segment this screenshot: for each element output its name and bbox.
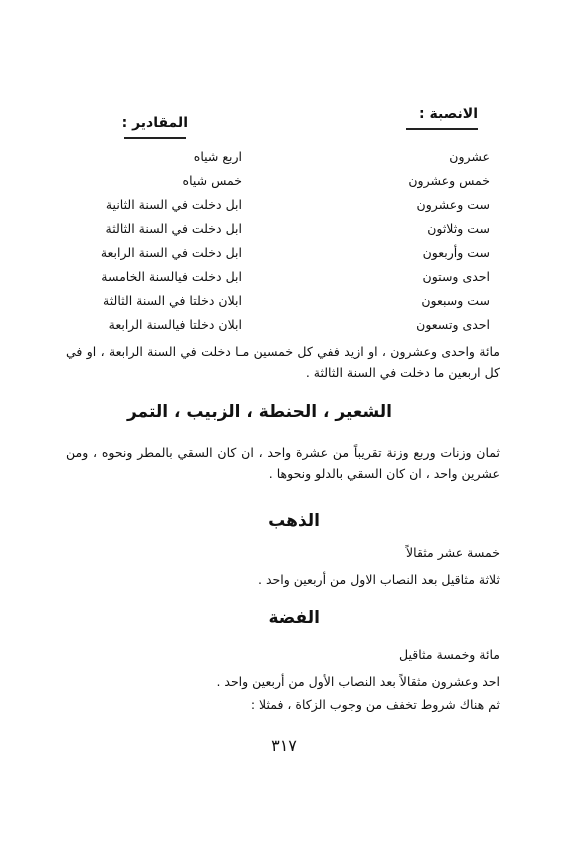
table-row xyxy=(60,197,490,219)
silver-heading: الفضة xyxy=(268,608,320,628)
gold-heading: الذهب xyxy=(268,511,320,531)
table-row xyxy=(60,269,490,291)
amounts-header-underline xyxy=(124,137,186,139)
amount-cell: ابل دخلت فيالسنة الخامسة xyxy=(101,269,242,284)
silver-nisab-line: مائة وخمسة مثاقيل xyxy=(399,647,500,662)
nisab-cell: عشرون xyxy=(449,149,490,164)
table-row xyxy=(60,173,490,195)
table-row xyxy=(60,293,490,315)
nisab-cell: ست وأربعون xyxy=(422,245,490,260)
table-row xyxy=(60,221,490,243)
page-number: ٣١٧ xyxy=(271,736,297,755)
amount-cell: ابلان دخلتا في السنة الثالثة xyxy=(103,293,242,308)
table-row xyxy=(60,149,490,171)
nisab-cell: احدى وتسعون xyxy=(416,317,490,332)
table-row xyxy=(60,317,490,339)
gold-amount-line: ثلاثة مثاقيل بعد النصاب الاول من أربعين واحد . xyxy=(258,572,500,587)
gold-nisab-line: خمسة عشر مثقالاً xyxy=(406,545,500,560)
nisab-cell: احدى وستون xyxy=(422,269,490,284)
grain-paragraph: ثمان وزنات وربع وزنة تقريباً من عشرة واحد ، ان كان السقي بالمطر ونحوه ، ومن عشرين واحد ، ان كان السقي بالدلو ونحوها . xyxy=(66,445,500,481)
amount-cell: اربع شياه xyxy=(193,149,242,164)
nisab-cell: ست وسبعون xyxy=(421,293,490,308)
nisab-cell: ست وعشرون xyxy=(416,197,490,212)
amount-cell: ابل دخلت في السنة الثانية xyxy=(105,197,242,212)
table-row xyxy=(60,245,490,267)
silver-amount-line: احد وعشرون مثقالاً بعد النصاب الأول من أربعين واحد . xyxy=(216,674,500,689)
amount-cell: ابل دخلت في السنة الرابعة xyxy=(100,245,242,260)
camel-note-paragraph: مائة واحدى وعشرون ، او ازيد ففي كل خمسين مـا دخلت في السنة الرابعة ، او في كل اربعين ما دخلت في السنة الثالثة . xyxy=(66,344,500,380)
nisab-cell: ست وثلاثون xyxy=(427,221,490,236)
amount-cell: ابل دخلت في السنة الثالثة xyxy=(105,221,242,236)
amount-cell: ابلان دخلتا فيالسنة الرابعة xyxy=(108,317,242,332)
nisab-header-underline xyxy=(406,128,478,130)
grain-heading: الشعير ، الحنطة ، الزبيب ، التمر xyxy=(126,402,392,422)
nisab-cell: خمس وعشرون xyxy=(408,173,490,188)
amounts-column-header: المقادير : xyxy=(121,115,188,131)
conditions-line: ثم هناك شروط تخفف من وجوب الزكاة ، فمثلا : xyxy=(250,697,500,712)
nisab-column-header: الانصبة : xyxy=(419,106,478,122)
amount-cell: خمس شياه xyxy=(182,173,242,188)
